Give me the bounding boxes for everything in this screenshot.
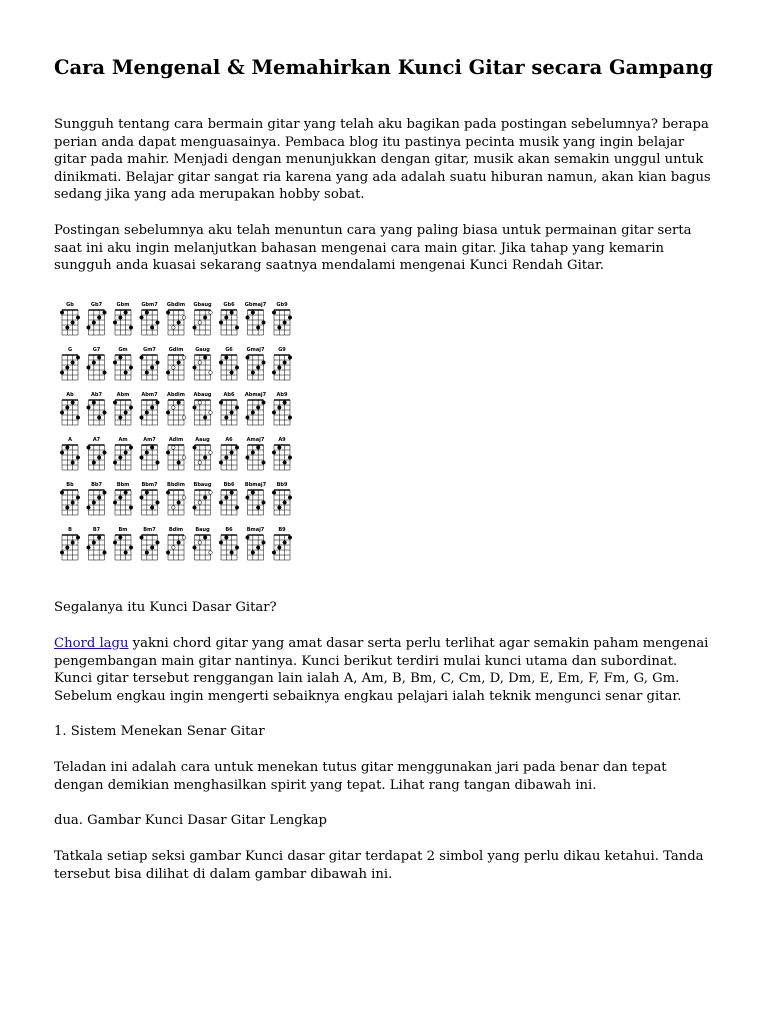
chord-label: Gbdim: [166, 302, 186, 308]
chord-diagram: [140, 347, 160, 380]
chord-diagram: [219, 302, 239, 335]
chord-diagram: [219, 392, 239, 425]
chord-label: Abm7: [141, 392, 158, 398]
chord-diagram: [113, 527, 133, 560]
chord-label: Abaug: [193, 392, 212, 398]
chord-diagram: [193, 347, 213, 380]
chord-label: Bdim: [168, 527, 184, 533]
chord-info-text: yakni chord gitar yang amat dasar serta perlu terlihat agar semakin paham mengenai pengembangan main gitar nantinya. Kunci berikut terdiri mulai kunci utama dan subordinat. Kunci gitar tersebut renggangan lain ialah A, Am, B, Bm, C, Cm, D, Dm, E, Em, F, Fm, G, Gm. Sebelum engkau ingin mengerti sebaiknya engkau pelajari ialah teknik mengunci senar gitar.: [54, 636, 709, 704]
chord-diagram: [60, 392, 80, 425]
chord-label: Ab: [66, 392, 74, 398]
chord-label: Gm7: [143, 347, 156, 353]
chord-label: Gbaug: [193, 302, 212, 308]
chord-lagu-link[interactable]: Chord lagu: [54, 636, 129, 651]
chord-label: Gaug: [195, 347, 210, 353]
chord-label: Bb9: [276, 482, 288, 488]
paragraph-intro: Sungguh tentang cara bermain gitar yang telah aku bagikan pada postingan sebelumnya? berapa perian anda dapat menguasainya. Pembaca blog itu pastinya pecinta musik yang ingin belajar gitar pada mahir. Menjadi dengan menunjukkan dengan gitar, musik akan semakin unggul untuk dinikmati. Belajar gitar sangat ria karena yang ada adalah suatu hiburan namun, akan kian bagus sedang jika yang ada merupakan hobby sobat.: [54, 117, 711, 203]
chord-label: Am7: [143, 437, 156, 443]
chord-label: Adim: [168, 437, 184, 443]
chord-label: A: [68, 437, 72, 443]
chord-label: G9: [278, 347, 286, 353]
chord-label: Abdim: [167, 392, 185, 398]
chord-label: Gbm7: [141, 302, 158, 308]
chord-label: Abmaj7: [244, 392, 267, 398]
heading-step-two: dua. Gambar Kunci Dasar Gitar Lengkap: [54, 813, 327, 828]
paragraph-chord-info: [54, 635, 714, 705]
chord-label: G: [67, 347, 73, 353]
chord-label: Gmaj7: [246, 347, 265, 353]
chord-diagram: [272, 392, 292, 425]
chord-label: Gb7: [90, 302, 103, 308]
chord-label: Bbm: [116, 482, 130, 488]
chord-diagram: [113, 437, 133, 470]
chord-label: Bb: [66, 482, 74, 488]
chord-label: Ab7: [91, 392, 102, 398]
chord-diagram: [87, 437, 107, 470]
chord-diagram: [246, 527, 266, 560]
chord-label: Bb6: [223, 482, 235, 488]
chord-diagram: [166, 437, 186, 470]
chord-diagram: [87, 392, 107, 425]
chord-diagram: [60, 437, 80, 470]
chord-diagram: [219, 437, 239, 470]
chord-label: Gb: [66, 302, 74, 308]
chord-diagram: [166, 392, 186, 425]
chord-diagram: [166, 347, 186, 380]
chord-diagram: [272, 302, 292, 335]
paragraph-second: Postingan sebelumnya aku telah menuntun cara yang paling biasa untuk permainan gitar serta saat ini aku ingin melanjutkan bahasan mengenai cara main gitar. Jika tahap yang kemarin sungguh anda kuasai sekarang saatnya mendalami mengenai Kunci Rendah Gitar.: [54, 223, 692, 274]
chord-diagram: [193, 392, 213, 425]
chord-diagram: [246, 437, 266, 470]
chord-diagram: [166, 302, 186, 335]
chord-diagram: [219, 482, 239, 515]
chord-label: B7: [92, 527, 101, 533]
chord-chart-svg: [54, 298, 304, 568]
chord-diagram: [245, 482, 267, 515]
chord-label: Bm: [118, 527, 128, 533]
chord-diagram: [87, 302, 107, 335]
chord-diagram: [193, 482, 213, 515]
chord-diagram: [272, 437, 292, 470]
chord-label: B6: [225, 527, 233, 533]
chord-label: Gb6: [223, 302, 235, 308]
paragraph-symbols: Tatkala setiap seksi gambar Kunci dasar gitar terdapat 2 simbol yang perlu dikau ketahui. Tanda tersebut bisa dilihat di dalam gambar dibawah ini.: [54, 849, 704, 882]
chord-label: B9: [278, 527, 286, 533]
chord-diagram: [60, 302, 80, 335]
chord-label: Bbdim: [167, 482, 185, 488]
chord-label: A9: [278, 437, 286, 443]
chord-diagram: [87, 527, 107, 560]
chord-diagram: [140, 302, 160, 335]
chord-label: Abm: [116, 392, 130, 398]
chord-diagram: [140, 392, 160, 425]
chord-diagram: [166, 527, 186, 560]
paragraph-question: Segalanya itu Kunci Dasar Gitar?: [54, 600, 277, 615]
chord-diagram: [87, 347, 107, 380]
chord-diagram: [245, 392, 267, 425]
chord-diagram: [193, 437, 213, 470]
chord-label: Gbmaj7: [244, 302, 267, 308]
chord-diagram: [113, 302, 133, 335]
chord-label: Aaug: [195, 437, 210, 443]
chord-diagram: [272, 482, 292, 515]
chord-diagram: [113, 347, 133, 380]
chord-diagram: [140, 482, 160, 515]
chord-diagram: [113, 392, 133, 425]
chord-label: G6: [225, 347, 233, 353]
chord-diagram: [272, 347, 292, 380]
chord-label: B: [68, 527, 72, 533]
chord-diagram: [60, 347, 80, 380]
chord-diagram: [140, 527, 160, 560]
chord-label: Bbmaj7: [244, 482, 267, 488]
chord-diagram: [272, 527, 292, 560]
chord-label: Gm: [118, 347, 128, 353]
chord-diagram: [140, 437, 160, 470]
chord-label: Gb9: [276, 302, 288, 308]
chord-label: Baug: [195, 527, 210, 533]
chord-label: Bb7: [91, 482, 102, 488]
chord-diagram: [166, 482, 186, 515]
chord-chart-image: [54, 298, 304, 568]
chord-label: Am: [118, 437, 128, 443]
chord-diagram: [245, 302, 267, 335]
chord-label: Ab9: [276, 392, 288, 398]
chord-label: Ab6: [223, 392, 235, 398]
chord-diagram: [193, 302, 213, 335]
chord-diagram: [60, 482, 80, 515]
chord-label: Bmaj7: [246, 527, 265, 533]
chord-label: Bm7: [143, 527, 156, 533]
chord-label: A7: [92, 437, 101, 443]
chord-label: Gdim: [168, 347, 184, 353]
chord-label: Bbaug: [193, 482, 212, 488]
chord-diagram: [246, 347, 266, 380]
chord-diagram: [87, 482, 107, 515]
chord-diagram: [193, 527, 213, 560]
page-title: Cara Mengenal & Memahirkan Kunci Gitar secara Gampang: [54, 56, 714, 79]
chord-label: Bbm7: [141, 482, 158, 488]
chord-label: G7: [92, 347, 101, 353]
paragraph-press-strings: Teladan ini adalah cara untuk menekan tutus gitar menggunakan jari pada benar dan tepat dengan demikian menghasilkan spirit yang tepat. Lihat rang tangan dibawah ini.: [54, 760, 667, 793]
chord-label: Amaj7: [246, 437, 265, 443]
heading-step-one: 1. Sistem Menekan Senar Gitar: [54, 724, 265, 739]
chord-label: A6: [225, 437, 233, 443]
chord-diagram: [219, 527, 239, 560]
chord-diagram: [219, 347, 239, 380]
chord-diagram: [113, 482, 133, 515]
chord-label: Gbm: [116, 302, 130, 308]
chord-diagram: [60, 527, 80, 560]
